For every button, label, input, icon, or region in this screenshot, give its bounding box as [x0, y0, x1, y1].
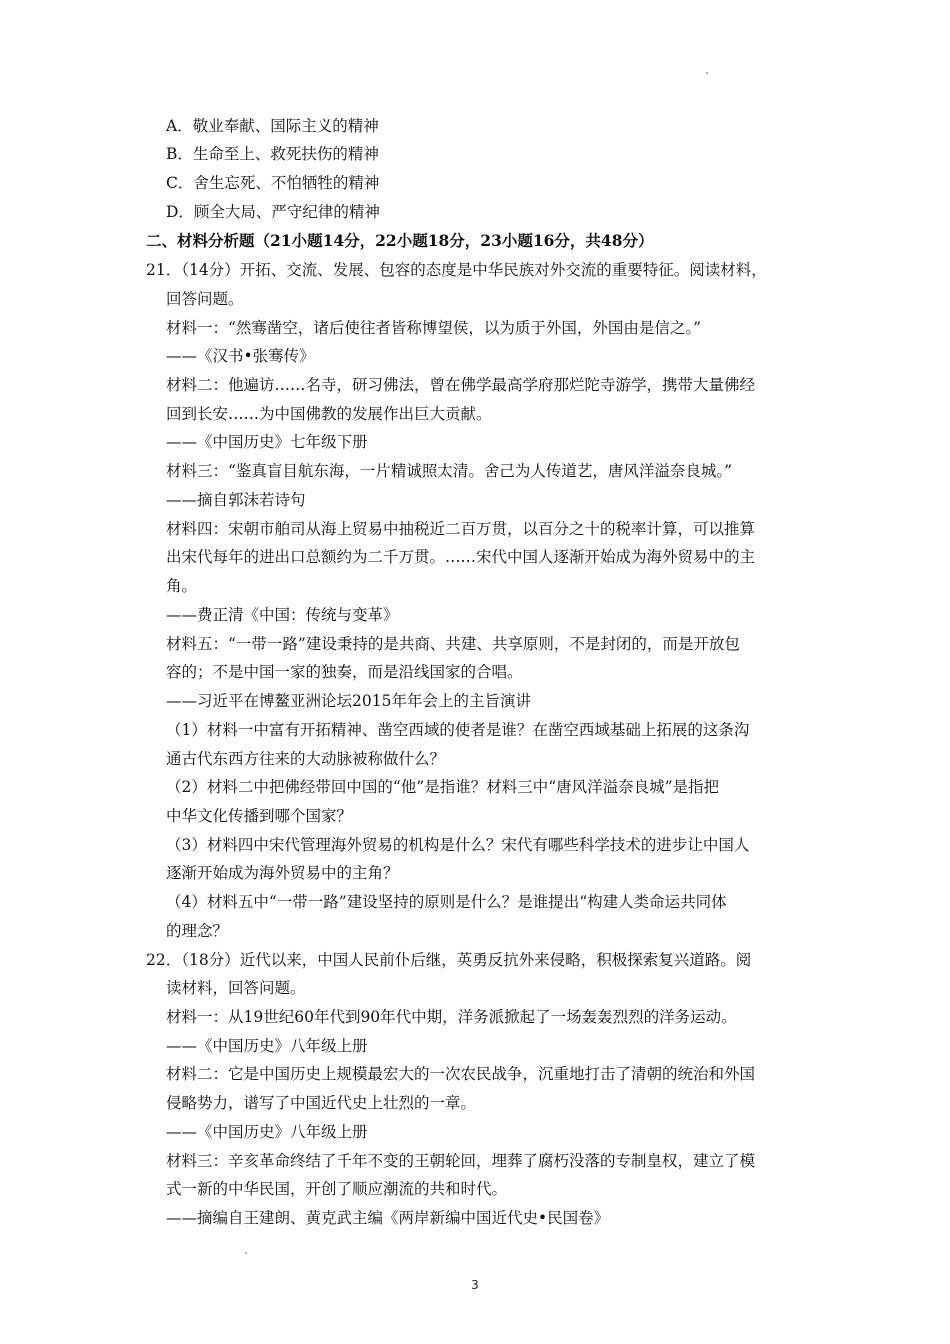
option-c: C．舍生忘死、不怕牺牲的精神 [166, 174, 380, 192]
q21-sub3-line1: （3）材料四中宋代管理海外贸易的机构是什么？宋代有哪些科学技术的进步让中国人 [166, 836, 750, 854]
q21-sub2-line1: （2）材料二中把佛经带回中国的“他”是指谁？材料三中“唐风洋溢奈良城”是指把 [166, 778, 720, 796]
q21-sub4-line1: （4）材料五中“一带一路”建设坚持的原则是什么？是谁提出“构建人类命运共同体 [166, 893, 727, 911]
q22-material-2-line2: 侵略势力，谱写了中国近代史上壮烈的一章。 [166, 1094, 477, 1112]
section-title: 二、材料分析题（21小题14分，22小题18分，23小题16分，共48分） [146, 231, 654, 250]
q21-sub1-line2: 通古代东西方往来的大动脉被称做什么？ [166, 750, 446, 768]
q21-intro-line2: 回答问题。 [166, 290, 244, 308]
page-number: 3 [471, 1278, 479, 1292]
option-a: A．敬业奉献、国际主义的精神 [166, 117, 379, 135]
q21-sub2-line2: 中华文化传播到哪个国家？ [166, 807, 353, 825]
q21-material-5-line1: 材料五：“一带一路”建设秉持的是共商、共建、共享原则，不是封闭的，而是开放包 [166, 635, 740, 653]
option-d: D．顾全大局、严守纪律的精神 [166, 203, 380, 221]
q21-sub4-line2: 的理念？ [166, 922, 229, 940]
q22-material-3-line2: 式一新的中华民国，开创了顺应潮流的共和时代。 [166, 1180, 508, 1198]
q21-material-3: 材料三：“鉴真盲目航东海，一片精诚照太清。舍己为人传道艺，唐风洋溢奈良城。” [166, 462, 733, 480]
q22-intro-line1: 22．（18分）近代以来，中国人民前仆后继，英勇反抗外来侵略，积极探索复兴道路。阅 [146, 951, 752, 969]
q21-material-1: 材料一：“然骞凿空，诸后使往者皆称博望侯，以为质于外国，外国由是信之。” [166, 319, 702, 337]
q21-material-5-source: ——习近平在博鳌亚洲论坛2015年年会上的主旨演讲 [166, 692, 531, 710]
q22-intro-line2: 读材料，回答问题。 [166, 979, 306, 997]
scan-dot [706, 72, 708, 74]
q21-material-4-source: ——费正清《中国：传统与变革》 [166, 606, 399, 624]
q22-material-1: 材料一：从19世纪60年代到90年代中期，洋务派掀起了一场轰轰烈烈的洋务运动。 [166, 1008, 737, 1026]
q21-material-4-line1: 材料四：宋朝市舶司从海上贸易中抽税近二百万贯，以百分之十的税率计算，可以推算 [166, 520, 756, 538]
q21-sub1-line1: （1）材料一中富有开拓精神、凿空西域的使者是谁？在凿空西域基础上拓展的这条沟 [166, 721, 750, 739]
q21-material-2-source: ——《中国历史》七年级下册 [166, 433, 368, 451]
q21-material-1-source: ——《汉书•张骞传》 [166, 347, 315, 365]
q21-material-3-source: ——摘自郭沫若诗句 [166, 491, 306, 509]
q21-material-4-line3: 角。 [166, 577, 198, 595]
q21-material-2-line2: 回到长安……为中国佛教的发展作出巨大贡献。 [166, 405, 492, 423]
q21-material-4-line2: 出宋代每年的进出口总额约为二千万贯。……宋代中国人逐渐开始成为海外贸易中的主 [166, 548, 756, 566]
q21-sub3-line2: 逐渐开始成为海外贸易中的主角？ [166, 864, 399, 882]
q21-material-5-line2: 容的；不是中国一家的独奏，而是沿线国家的合唱。 [166, 663, 523, 681]
option-b: B．生命至上、救死扶伤的精神 [166, 145, 379, 163]
q22-material-3-source: ——摘编自王建朗、黄克武主编《两岸新编中国近代史•民国卷》 [166, 1209, 610, 1227]
q21-material-2-line1: 材料二：他遍访……名寺，研习佛法，曾在佛学最高学府那烂陀寺游学，携带大量佛经 [166, 376, 756, 394]
q22-material-2-line1: 材料二：它是中国历史上规模最宏大的一次农民战争，沉重地打击了清朝的统治和外国 [166, 1065, 756, 1083]
q22-material-2-source: ——《中国历史》八年级上册 [166, 1123, 368, 1141]
q22-material-1-source: ——《中国历史》八年级上册 [166, 1037, 368, 1055]
q22-material-3-line1: 材料三：辛亥革命终结了千年不变的王朝轮回，埋葬了腐朽没落的专制皇权，建立了模 [166, 1152, 756, 1170]
q21-intro-line1: 21．（14分）开拓、交流、发展、包容的态度是中华民族对外交流的重要特征。阅读材料， [146, 261, 767, 279]
scan-dot [245, 1252, 247, 1254]
